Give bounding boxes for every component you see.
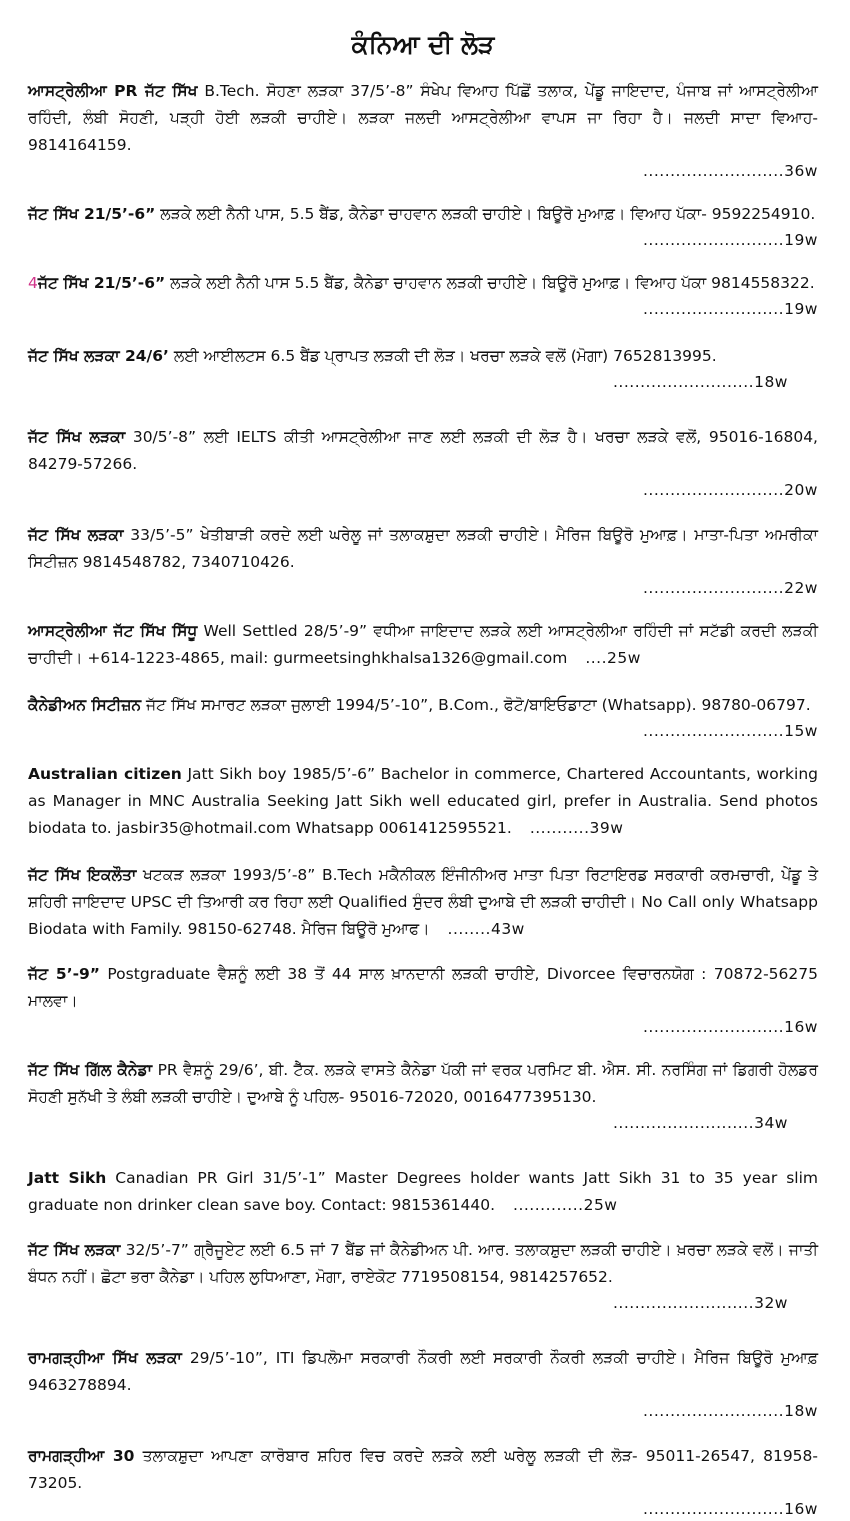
ad-text: ਲੜਕੇ ਲਈ ਨੈਨੀ ਪਾਸ, 5.5 ਬੈਂਡ, ਕੈਨੇਡਾ ਚਾਹਵਾਨ ਲੜਕੀ ਚਾਹੀਏ। ਬਿਊਰੋ ਮੁਆਫ਼। ਵਿਆਹ ਪੱਕਾ- 9592254910.	[155, 205, 816, 223]
ad-lead: ਜੱਟ ਸਿੱਖ ਲੜਕਾ	[28, 1241, 121, 1259]
ad-text: Postgraduate ਵੈਸ਼ਨੂੰ ਲਈ 38 ਤੋਂ 44 ਸਾਲ ਖ਼ਾਨਦਾਨੀ ਲੜਕੀ ਚਾਹੀਏ, Divorcee ਵਿਚਾਰਨਯੋਗ : 70872-56275 ਮਾਲਵਾ।	[28, 965, 818, 1010]
ad-text: ਤਲਾਕਸ਼ੁਦਾ ਆਪਣਾ ਕਾਰੋਬਾਰ ਸ਼ਹਿਰ ਵਿਚ ਕਰਦੇ ਲੜਕੇ ਲਈ ਘਰੇਲੂ ਲੜਕੀ ਦੀ ਲੋੜ- 95011-26547, 81958-73205.	[28, 1447, 818, 1492]
page-title: ਕੰਨਿਆ ਦੀ ਲੋੜ	[351, 30, 495, 59]
ad-lead: ਰਾਮਗੜ੍ਹੀਆ ਸਿੱਖ ਲੜਕਾ	[28, 1349, 182, 1367]
ad-lead: ਆਸਟ੍ਰੇਲੀਆ PR ਜੱਟ ਸਿੱਖ	[28, 82, 198, 100]
classified-ad	[28, 424, 818, 502]
ad-lead: ਜੱਟ ਸਿੱਖ ਲੜਕਾ	[28, 428, 126, 446]
ad-code: ........43w	[447, 920, 525, 938]
ad-lead: ਜੱਟ 5’-9”	[28, 965, 100, 983]
ad-text: ਲੜਕੇ ਲਈ ਨੈਨੀ ਪਾਸ 5.5 ਬੈਂਡ, ਕੈਨੇਡਾ ਚਾਹਵਾਨ ਲੜਕੀ ਚਾਹੀਏ। ਬਿਊਰੋ ਮੁਆਫ਼। ਵਿਆਹ ਪੱਕਾ 9814558322.	[165, 274, 815, 292]
ad-text: 29/5’-10”, ITI ਡਿਪਲੋਮਾ ਸਰਕਾਰੀ ਨੌਕਰੀ ਲਈ ਸਰਕਾਰੀ ਨੌਕਰੀ ਲੜਕੀ ਚਾਹੀਏ। ਮੈਰਿਜ ਬਿਊਰੋ ਮੁਆਫ਼ 9463278894.	[28, 1349, 818, 1394]
ad-code: ..........................20w	[642, 481, 818, 499]
ad-code: ..........................19w	[642, 300, 818, 318]
ad-lead: Australian citizen	[28, 765, 182, 783]
ads-list	[28, 78, 818, 1521]
ad-lead: ਜੱਟ ਸਿੱਖ ਲੜਕਾ 24/6’	[28, 347, 169, 365]
classified-ad	[28, 1237, 818, 1315]
ad-text: ਖਟਕੜ ਲੜਕਾ 1993/5’-8” B.Tech ਮਕੈਨੀਕਲ ਇੰਜੀਨੀਅਰ ਮਾਤਾ ਪਿਤਾ ਰਿਟਾਇਰਡ ਸਰਕਾਰੀ ਕਰਮਚਾਰੀ, ਪੇਂਡੂ ਤੇ ਸ਼ਹਿਰੀ ਜਾਇਦਾਦ UPSC ਦੀ ਤਿਆਰੀ ਕਰ ਰਿਹਾ ਲਈ Qualified ਸੁੰਦਰ ਲੰਬੀ ਦੁਆਬੇ ਦੀ ਲੜਕੀ ਚਾਹੀਦੀ। No Call only Whatsapp Biodata with Family. 98150-62748. ਮੈਰਿਜ ਬਿਊਰੋ ਮੁਆਫ।	[28, 866, 818, 938]
ad-code: ..........................22w	[642, 579, 818, 597]
ad-lead: ਆਸਟ੍ਰੇਲੀਆ ਜੱਟ ਸਿੱਖ ਸਿੱਧੂ	[28, 622, 198, 640]
ad-text: Canadian PR Girl 31/5’-1” Master Degrees holder wants Jatt Sikh 31 to 35 year slim graduate non drinker clean save boy. Contact: 9815361440.	[28, 1169, 819, 1214]
classified-ad	[28, 618, 818, 672]
classified-ad	[28, 862, 818, 943]
ad-code: ..........................19w	[642, 231, 818, 249]
ad-code: ..........................16w	[642, 1018, 818, 1036]
ad-code: ..........................18w	[612, 373, 788, 391]
ad-code: ..........................34w	[612, 1114, 788, 1132]
ad-code: ..........................16w	[642, 1500, 818, 1518]
ad-lead: ਜੱਟ ਸਿੱਖ 21/5’-6”	[37, 274, 166, 292]
ad-marker: 4	[28, 274, 38, 292]
ad-text: 32/5’-7” ਗ੍ਰੈਜੂਏਟ ਲਈ 6.5 ਜਾਂ 7 ਬੈਂਡ ਜਾਂ ਕੈਨੇਡੀਅਨ ਪੀ. ਆਰ. ਤਲਾਕਸ਼ੁਦਾ ਲੜਕੀ ਚਾਹੀਏ। ਖ਼ਰਚਾ ਲੜਕੇ ਵਲੋਂ। ਜਾਤੀ ਬੰਧਨ ਨਹੀਂ। ਛੋਟਾ ਭਰਾ ਕੈਨੇਡਾ। ਪਹਿਲ ਲੁਧਿਆਣਾ, ਮੋਗਾ, ਰਾਏਕੋਟ 7719508154, 9814257652.	[28, 1241, 818, 1286]
ad-code: ..........................15w	[642, 722, 818, 740]
ad-code: ..........................32w	[612, 1294, 788, 1312]
classified-ad	[28, 761, 818, 842]
ad-lead: ਕੈਨੇਡੀਅਨ ਸਿਟੀਜ਼ਨ	[28, 696, 142, 714]
ad-code: .............25w	[513, 1196, 618, 1214]
ad-lead: ਜੱਟ ਸਿੱਖ ਲੜਕਾ	[28, 526, 124, 544]
classified-ad	[28, 270, 818, 321]
classified-ad	[28, 1345, 818, 1423]
ad-code: ...........39w	[529, 819, 624, 837]
classified-ad	[28, 201, 818, 252]
ad-lead: ਜੱਟ ਸਿੱਖ ਇਕਲੌਤਾ	[28, 866, 137, 884]
ad-text: PR ਵੈਸ਼ਨੂੰ 29/6’, ਬੀ. ਟੈੱਕ. ਲੜਕੇ ਵਾਸਤੇ ਕੈਨੇਡਾ ਪੱਕੀ ਜਾਂ ਵਰਕ ਪਰਮਿਟ ਬੀ. ਐਸ. ਸੀ. ਨਰਸਿੰਗ ਜਾਂ ਡਿਗਰੀ ਹੋਲਡਰ ਸੋਹਣੀ ਸੁਨੱਖੀ ਤੇ ਲੰਬੀ ਲੜਕੀ ਚਾਹੀਏ। ਦੁਆਬੇ ਨੂੰ ਪਹਿਲ- 95016-72020, 0016477395130.	[28, 1061, 818, 1106]
ad-lead: Jatt Sikh	[28, 1169, 107, 1187]
ad-lead: ਜੱਟ ਸਿੱਖ 21/5’-6”	[28, 205, 156, 223]
classified-ad	[28, 1165, 818, 1219]
ad-code: ....25w	[585, 649, 641, 667]
classified-ad	[28, 692, 818, 743]
ad-code: ..........................18w	[642, 1402, 818, 1420]
classified-ad	[28, 522, 818, 600]
classified-ad	[28, 1443, 818, 1521]
ad-text: ਲਈ ਆਈਲਟਸ 6.5 ਬੈਂਡ ਪ੍ਰਾਪਤ ਲੜਕੀ ਦੀ ਲੋੜ। ਖਰਚਾ ਲੜਕੇ ਵਲੋਂ (ਮੋਗਾ) 7652813995.	[168, 347, 717, 365]
ad-text: 30/5’-8” ਲਈ IELTS ਕੀਤੀ ਆਸਟ੍ਰੇਲੀਆ ਜਾਣ ਲਈ ਲੜਕੀ ਦੀ ਲੋੜ ਹੈ। ਖਰਚਾ ਲੜਕੇ ਵਲੋਂ, 95016-16804, 84279-57266.	[28, 428, 818, 473]
classified-ad	[28, 78, 818, 183]
ad-text: ਜੱਟ ਸਿੱਖ ਸਮਾਰਟ ਲੜਕਾ ਜੁਲਾਈ 1994/5’-10”, B.Com., ਫੋਟੋ/ਬਾਇਓਡਾਟਾ (Whatsapp). 98780-06797.	[141, 696, 811, 714]
ad-lead: ਰਾਮਗੜ੍ਹੀਆ 30	[28, 1447, 135, 1465]
classified-ad	[28, 343, 818, 394]
ad-text: 33/5’-5” ਖੇਤੀਬਾੜੀ ਕਰਦੇ ਲਈ ਘਰੇਲੂ ਜਾਂ ਤਲਾਕਸ਼ੁਦਾ ਲੜਕੀ ਚਾਹੀਏ। ਮੈਰਿਜ ਬਿਊਰੋ ਮੁਆਫ਼। ਮਾਤਾ-ਪਿਤਾ ਅਮਰੀਕਾ ਸਿਟੀਜ਼ਨ 9814548782, 7340710426.	[28, 526, 818, 571]
ad-code: ..........................36w	[642, 162, 818, 180]
classified-ad	[28, 1057, 818, 1135]
ad-text: B.Tech. ਸੋਹਣਾ ਲੜਕਾ 37/5’-8” ਸੰਖੇਪ ਵਿਆਹ ਪਿੱਛੋਂ ਤਲਾਕ, ਪੇਂਡੂ ਜਾਇਦਾਦ, ਪੰਜਾਬ ਜਾਂ ਆਸਟ੍ਰੇਲੀਆ ਰਹਿੰਦੀ, ਲੰਬੀ ਸੋਹਣੀ, ਪੜ੍ਹੀ ਹੋਈ ਲੜਕੀ ਚਾਹੀਏ। ਲੜਕਾ ਜਲਦੀ ਆਸਟ੍ਰੇਲੀਆ ਵਾਪਸ ਜਾ ਰਿਹਾ ਹੈ। ਜਲਦੀ ਸਾਦਾ ਵਿਆਹ- 9814164159.	[28, 82, 818, 154]
classified-ad	[28, 961, 818, 1039]
ad-text: Jatt Sikh boy 1985/5’-6” Bachelor in commerce, Chartered Accountants, working as Manager in MNC Australia Seeking Jatt Sikh well educated girl, prefer in Australia. Send photos biodata to. jasbir35@hotmail.com Whatsapp 0061412595521.	[28, 765, 818, 837]
ad-lead: ਜੱਟ ਸਿੱਖ ਗਿੱਲ ਕੈਨੇਡਾ	[28, 1061, 153, 1079]
ad-text: Well Settled 28/5’-9” ਵਧੀਆ ਜਾਇਦਾਦ ਲੜਕੇ ਲਈ ਆਸਟ੍ਰੇਲੀਆ ਰਹਿੰਦੀ ਜਾਂ ਸਟੱਡੀ ਕਰਦੀ ਲੜਕੀ ਚਾਹੀਦੀ। +614-1223-4865, mail: gurmeetsinghkhalsa1326@gmail.com	[28, 622, 818, 667]
